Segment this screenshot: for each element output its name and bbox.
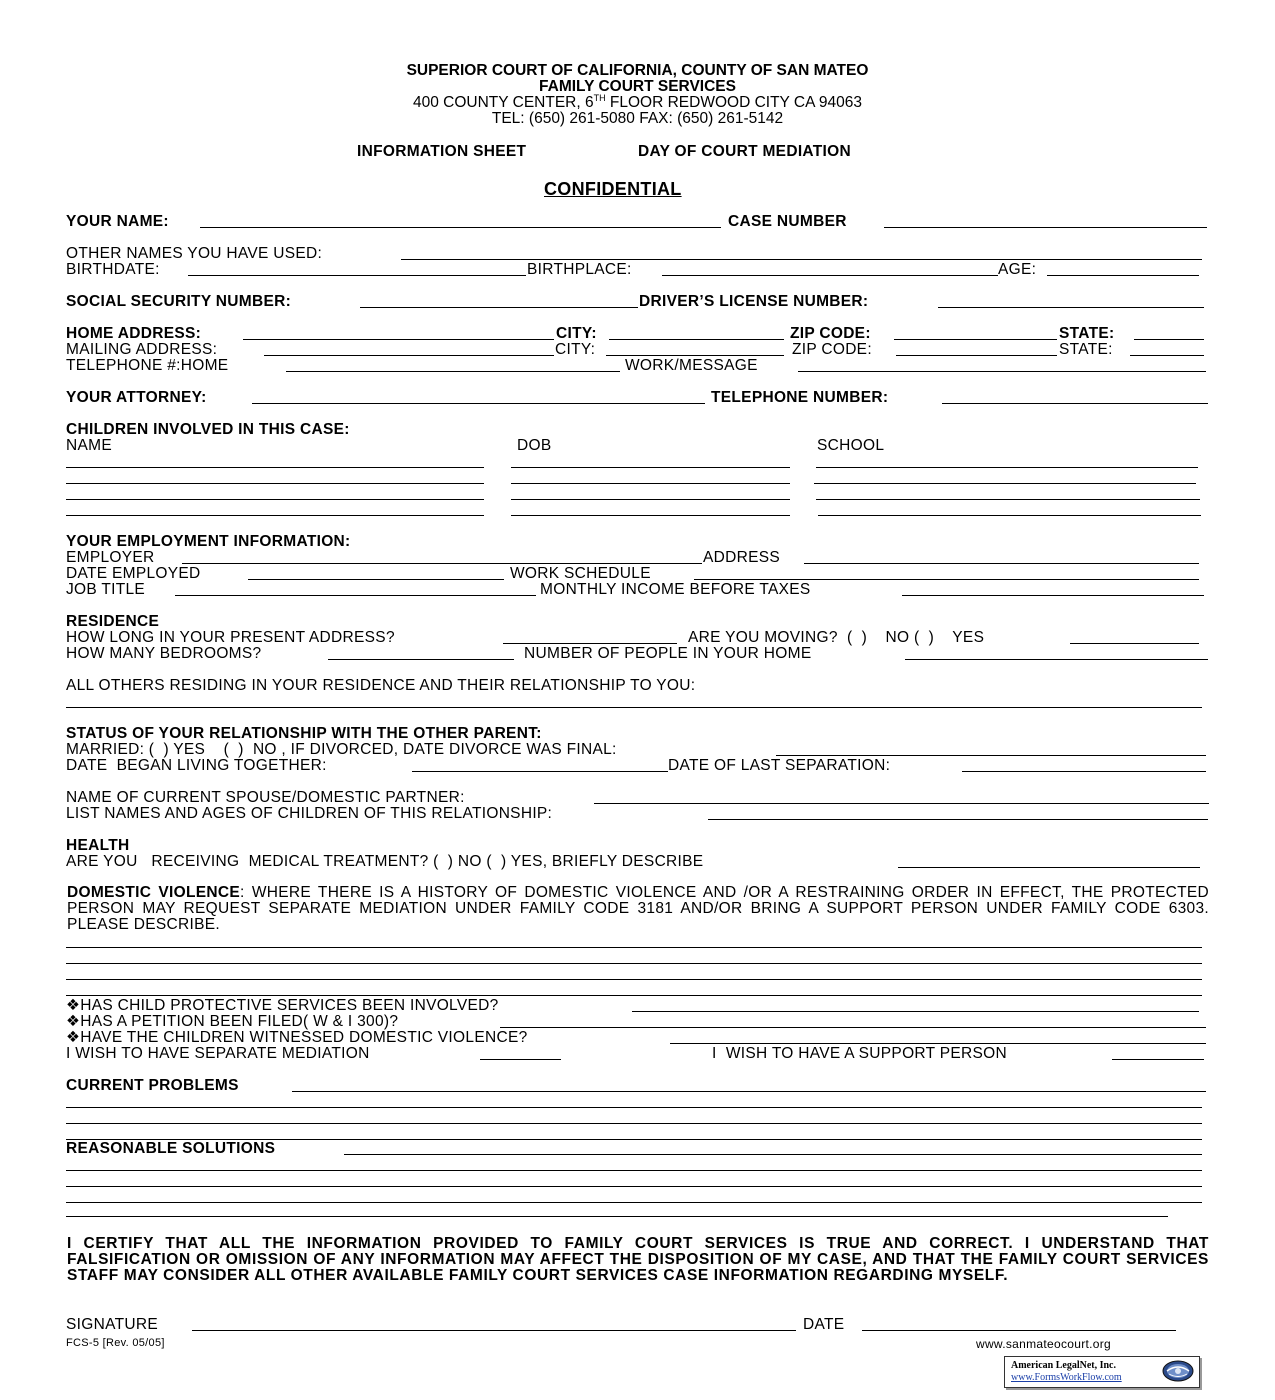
people-label: NUMBER OF PEOPLE IN YOUR HOME: [524, 645, 812, 662]
birthplace-label: BIRTHPLACE:: [527, 261, 632, 278]
vendor-url[interactable]: www.FormsWorkFlow.com: [1011, 1372, 1122, 1383]
living-together-field[interactable]: [412, 771, 668, 772]
dv-description-line[interactable]: [66, 947, 1202, 948]
mailing-zip-field[interactable]: [896, 355, 1057, 356]
division-name: FAMILY COURT SERVICES: [539, 78, 736, 95]
employer-address-field[interactable]: [804, 563, 1199, 564]
child-dob-field[interactable]: [511, 483, 790, 484]
home-state-label: STATE:: [1059, 325, 1115, 342]
mailing-zip-label: ZIP CODE:: [792, 341, 872, 358]
monthly-income-field[interactable]: [902, 595, 1204, 596]
case-number-label: CASE NUMBER: [728, 213, 847, 230]
form-id: FCS-5 [Rev. 05/05]: [66, 1337, 165, 1349]
domestic-violence-heading: DOMESTIC VIOLENCE: [67, 884, 241, 901]
attorney-phone-field[interactable]: [942, 403, 1208, 404]
mailing-state-field[interactable]: [1130, 355, 1204, 356]
mailing-state-label: STATE:: [1059, 341, 1113, 358]
vendor-logo: [1004, 1356, 1200, 1388]
home-zip-field[interactable]: [894, 339, 1057, 340]
attorney-phone-label: TELEPHONE NUMBER:: [711, 389, 889, 406]
medical-treatment-field[interactable]: [898, 867, 1200, 868]
website-link[interactable]: www.sanmateocourt.org: [976, 1337, 1112, 1351]
attorney-label: YOUR ATTORNEY:: [66, 389, 207, 406]
residence-heading: RESIDENCE: [66, 613, 160, 630]
certification-paragraph: I CERTIFY THAT ALL THE INFORMATION PROVIDED TO FAMILY COURT SERVICES IS TRUE AND CORRECT. I UNDERSTAND THAT FALSIFICATION OR OMISSION OF ANY INFORMATION MAY AFFECT THE DISPOSITION OF MY CASE, AND THAT THE FAMILY COURT SERVICES STAFF MAY CONSIDER ALL OTHER AVAILABLE FAMILY COURT SERVICES CASE INFORMATION REGARDING MYSELF.: [67, 1235, 1209, 1284]
current-problems-label: CURRENT PROBLEMS: [66, 1077, 239, 1094]
job-title-field[interactable]: [175, 595, 536, 596]
date-field[interactable]: [862, 1330, 1176, 1331]
reasonable-solutions-field[interactable]: [344, 1154, 1202, 1155]
children-col-school: SCHOOL: [817, 437, 885, 454]
ssn-field[interactable]: [360, 307, 638, 308]
license-label: DRIVER’S LICENSE NUMBER:: [639, 293, 869, 310]
child-school-field[interactable]: [816, 499, 1200, 500]
child-name-field[interactable]: [66, 499, 484, 500]
child-dob-field[interactable]: [511, 515, 790, 516]
reasonable-solutions-line[interactable]: [66, 1186, 1202, 1187]
home-city-label: CITY:: [556, 325, 597, 342]
health-heading: HEALTH: [66, 837, 130, 854]
date-label: DATE: [803, 1316, 845, 1333]
bedrooms-field[interactable]: [328, 659, 514, 660]
others-residing-label: ALL OTHERS RESIDING IN YOUR RESIDENCE AND THEIR RELATIONSHIP TO YOU:: [66, 677, 696, 694]
child-name-field[interactable]: [66, 467, 484, 468]
dv-description-line[interactable]: [66, 995, 1202, 996]
signature-field[interactable]: [192, 1330, 796, 1331]
monthly-income-label: MONTHLY INCOME BEFORE TAXES: [540, 581, 811, 598]
court-name: SUPERIOR COURT OF CALIFORNIA, COUNTY OF SAN MATEO: [406, 62, 869, 79]
petition-field[interactable]: [500, 1027, 1206, 1028]
home-zip-label: ZIP CODE:: [790, 325, 871, 342]
witnessed-question: ❖HAVE THE CHILDREN WITNESSED DOMESTIC VIOLENCE?: [66, 1029, 528, 1046]
reasonable-solutions-line[interactable]: [66, 1202, 1202, 1203]
child-name-field[interactable]: [66, 515, 484, 516]
bedrooms-label: HOW MANY BEDROOMS?: [66, 645, 262, 662]
last-separation-label: DATE OF LAST SEPARATION:: [668, 757, 891, 774]
case-number-field[interactable]: [884, 227, 1207, 228]
reasonable-solutions-line[interactable]: [66, 1216, 1168, 1217]
children-heading: CHILDREN INVOLVED IN THIS CASE:: [66, 421, 350, 438]
employment-heading: YOUR EMPLOYMENT INFORMATION:: [66, 533, 351, 550]
child-school-field[interactable]: [818, 515, 1201, 516]
work-message-label: WORK/MESSAGE: [625, 357, 758, 374]
medical-treatment-question[interactable]: ARE YOU RECEIVING MEDICAL TREATMENT? ( ) NO ( ) YES, BRIEFLY DESCRIBE: [66, 853, 704, 870]
job-title-label: JOB TITLE: [66, 581, 146, 598]
license-field[interactable]: [938, 307, 1204, 308]
current-problems-line[interactable]: [66, 1123, 1202, 1124]
home-state-field[interactable]: [1134, 339, 1204, 340]
moving-question[interactable]: ARE YOU MOVING? ( ) NO ( ) YES: [688, 629, 985, 646]
attorney-field[interactable]: [252, 403, 705, 404]
child-dob-field[interactable]: [511, 467, 790, 468]
home-city-field[interactable]: [609, 339, 784, 340]
domestic-violence-paragraph: DOMESTIC VIOLENCE: WHERE THERE IS A HISTORY OF DOMESTIC VIOLENCE AND /OR A RESTRAINING ORDER IN EFFECT, THE PROTECTED PERSON MAY REQUEST SEPARATE MEDIATION UNDER FAMILY CODE 3181 AND/OR BRING A SUPPORT PERSON UNDER FAMILY CODE 6303. PLEASE DESCRIBE.: [67, 884, 1209, 933]
child-school-field[interactable]: [816, 467, 1198, 468]
people-field[interactable]: [905, 659, 1208, 660]
cps-field[interactable]: [632, 1011, 1199, 1012]
petition-question: ❖HAS A PETITION BEEN FILED( W & I 300)?: [66, 1013, 399, 1030]
mailing-address-field[interactable]: [264, 355, 554, 356]
support-person-field[interactable]: [1112, 1059, 1204, 1060]
mailing-city-field[interactable]: [606, 355, 784, 356]
support-person-label: I WISH TO HAVE A SUPPORT PERSON: [712, 1045, 1007, 1062]
living-together-label: DATE BEGAN LIVING TOGETHER:: [66, 757, 327, 774]
work-schedule-label: WORK SCHEDULE: [510, 565, 651, 582]
vendor-name: American LegalNet, Inc.: [1011, 1360, 1116, 1371]
ssn-label: SOCIAL SECURITY NUMBER:: [66, 293, 292, 310]
date-employed-label: DATE EMPLOYED: [66, 565, 201, 582]
sheet-title: INFORMATION SHEET: [357, 143, 527, 160]
children-col-name: NAME: [66, 437, 112, 454]
globe-icon: [1161, 1359, 1195, 1383]
reasonable-solutions-line[interactable]: [66, 1170, 1202, 1171]
mailing-address-label: MAILING ADDRESS:: [66, 341, 218, 358]
court-address: 400 COUNTY CENTER, 6TH FLOOR REDWOOD CITY CA 94063: [412, 93, 862, 111]
court-phone: TEL: (650) 261-5080 FAX: (650) 261-5142: [491, 110, 784, 127]
birthplace-field[interactable]: [662, 275, 998, 276]
mailing-city-label: CITY:: [555, 341, 596, 358]
signature-label: SIGNATURE: [66, 1316, 158, 1333]
age-label: AGE:: [998, 261, 1037, 278]
current-problems-line[interactable]: [66, 1107, 1202, 1108]
work-schedule-field[interactable]: [694, 579, 1199, 580]
diamond-bullet-icon: ❖: [66, 1029, 81, 1046]
separate-mediation-label: I WISH TO HAVE SEPARATE MEDIATION: [66, 1045, 370, 1062]
home-address-label: HOME ADDRESS:: [66, 325, 202, 342]
others-residing-field[interactable]: [66, 707, 1202, 708]
diamond-bullet-icon: ❖: [66, 1013, 81, 1030]
work-message-field[interactable]: [798, 371, 1206, 372]
children-col-dob: DOB: [517, 437, 552, 454]
sheet-subtitle: DAY OF COURT MEDIATION: [638, 143, 851, 160]
diamond-bullet-icon: ❖: [66, 997, 81, 1014]
birthdate-label: BIRTHDATE:: [66, 261, 160, 278]
other-names-field[interactable]: [401, 259, 1202, 260]
telephone-home-label: TELEPHONE #:HOME: [66, 357, 229, 374]
divorce-date-field[interactable]: [776, 755, 1206, 756]
age-field[interactable]: [1047, 275, 1199, 276]
children-list-field[interactable]: [708, 819, 1208, 820]
child-school-field[interactable]: [814, 483, 1196, 484]
separate-mediation-field[interactable]: [480, 1059, 561, 1060]
current-problems-field[interactable]: [292, 1091, 1206, 1092]
how-long-field[interactable]: [503, 643, 677, 644]
employer-address-label: ADDRESS: [703, 549, 781, 566]
how-long-label: HOW LONG IN YOUR PRESENT ADDRESS?: [66, 629, 395, 646]
reasonable-solutions-label: REASONABLE SOLUTIONS: [66, 1140, 276, 1157]
telephone-home-field[interactable]: [286, 371, 620, 372]
your-name-field[interactable]: [200, 227, 721, 228]
dv-description-line[interactable]: [66, 963, 1202, 964]
home-address-field[interactable]: [243, 339, 554, 340]
witnessed-field[interactable]: [670, 1043, 1206, 1044]
your-name-label: YOUR NAME:: [66, 213, 169, 230]
confidential-title: CONFIDENTIAL: [544, 179, 682, 199]
employer-label: EMPLOYER: [66, 549, 155, 566]
date-employed-field[interactable]: [248, 579, 504, 580]
dv-description-line[interactable]: [66, 979, 1202, 980]
child-dob-field[interactable]: [511, 499, 790, 500]
children-list-label: LIST NAMES AND AGES OF CHILDREN OF THIS RELATIONSHIP:: [66, 805, 553, 822]
spouse-field[interactable]: [594, 803, 1209, 804]
birthdate-field[interactable]: [188, 275, 526, 276]
child-name-field[interactable]: [66, 483, 484, 484]
other-names-label: OTHER NAMES YOU HAVE USED:: [66, 245, 323, 262]
moving-field[interactable]: [1070, 643, 1199, 644]
married-question[interactable]: MARRIED: ( ) YES ( ) NO , IF DIVORCED, DATE DIVORCE WAS FINAL:: [66, 741, 617, 758]
last-separation-field[interactable]: [962, 771, 1206, 772]
cps-question: ❖HAS CHILD PROTECTIVE SERVICES BEEN INVOLVED?: [66, 997, 499, 1014]
relationship-heading: STATUS OF YOUR RELATIONSHIP WITH THE OTHER PARENT:: [66, 725, 542, 742]
spouse-label: NAME OF CURRENT SPOUSE/DOMESTIC PARTNER:: [66, 789, 465, 806]
employer-field[interactable]: [182, 563, 702, 564]
